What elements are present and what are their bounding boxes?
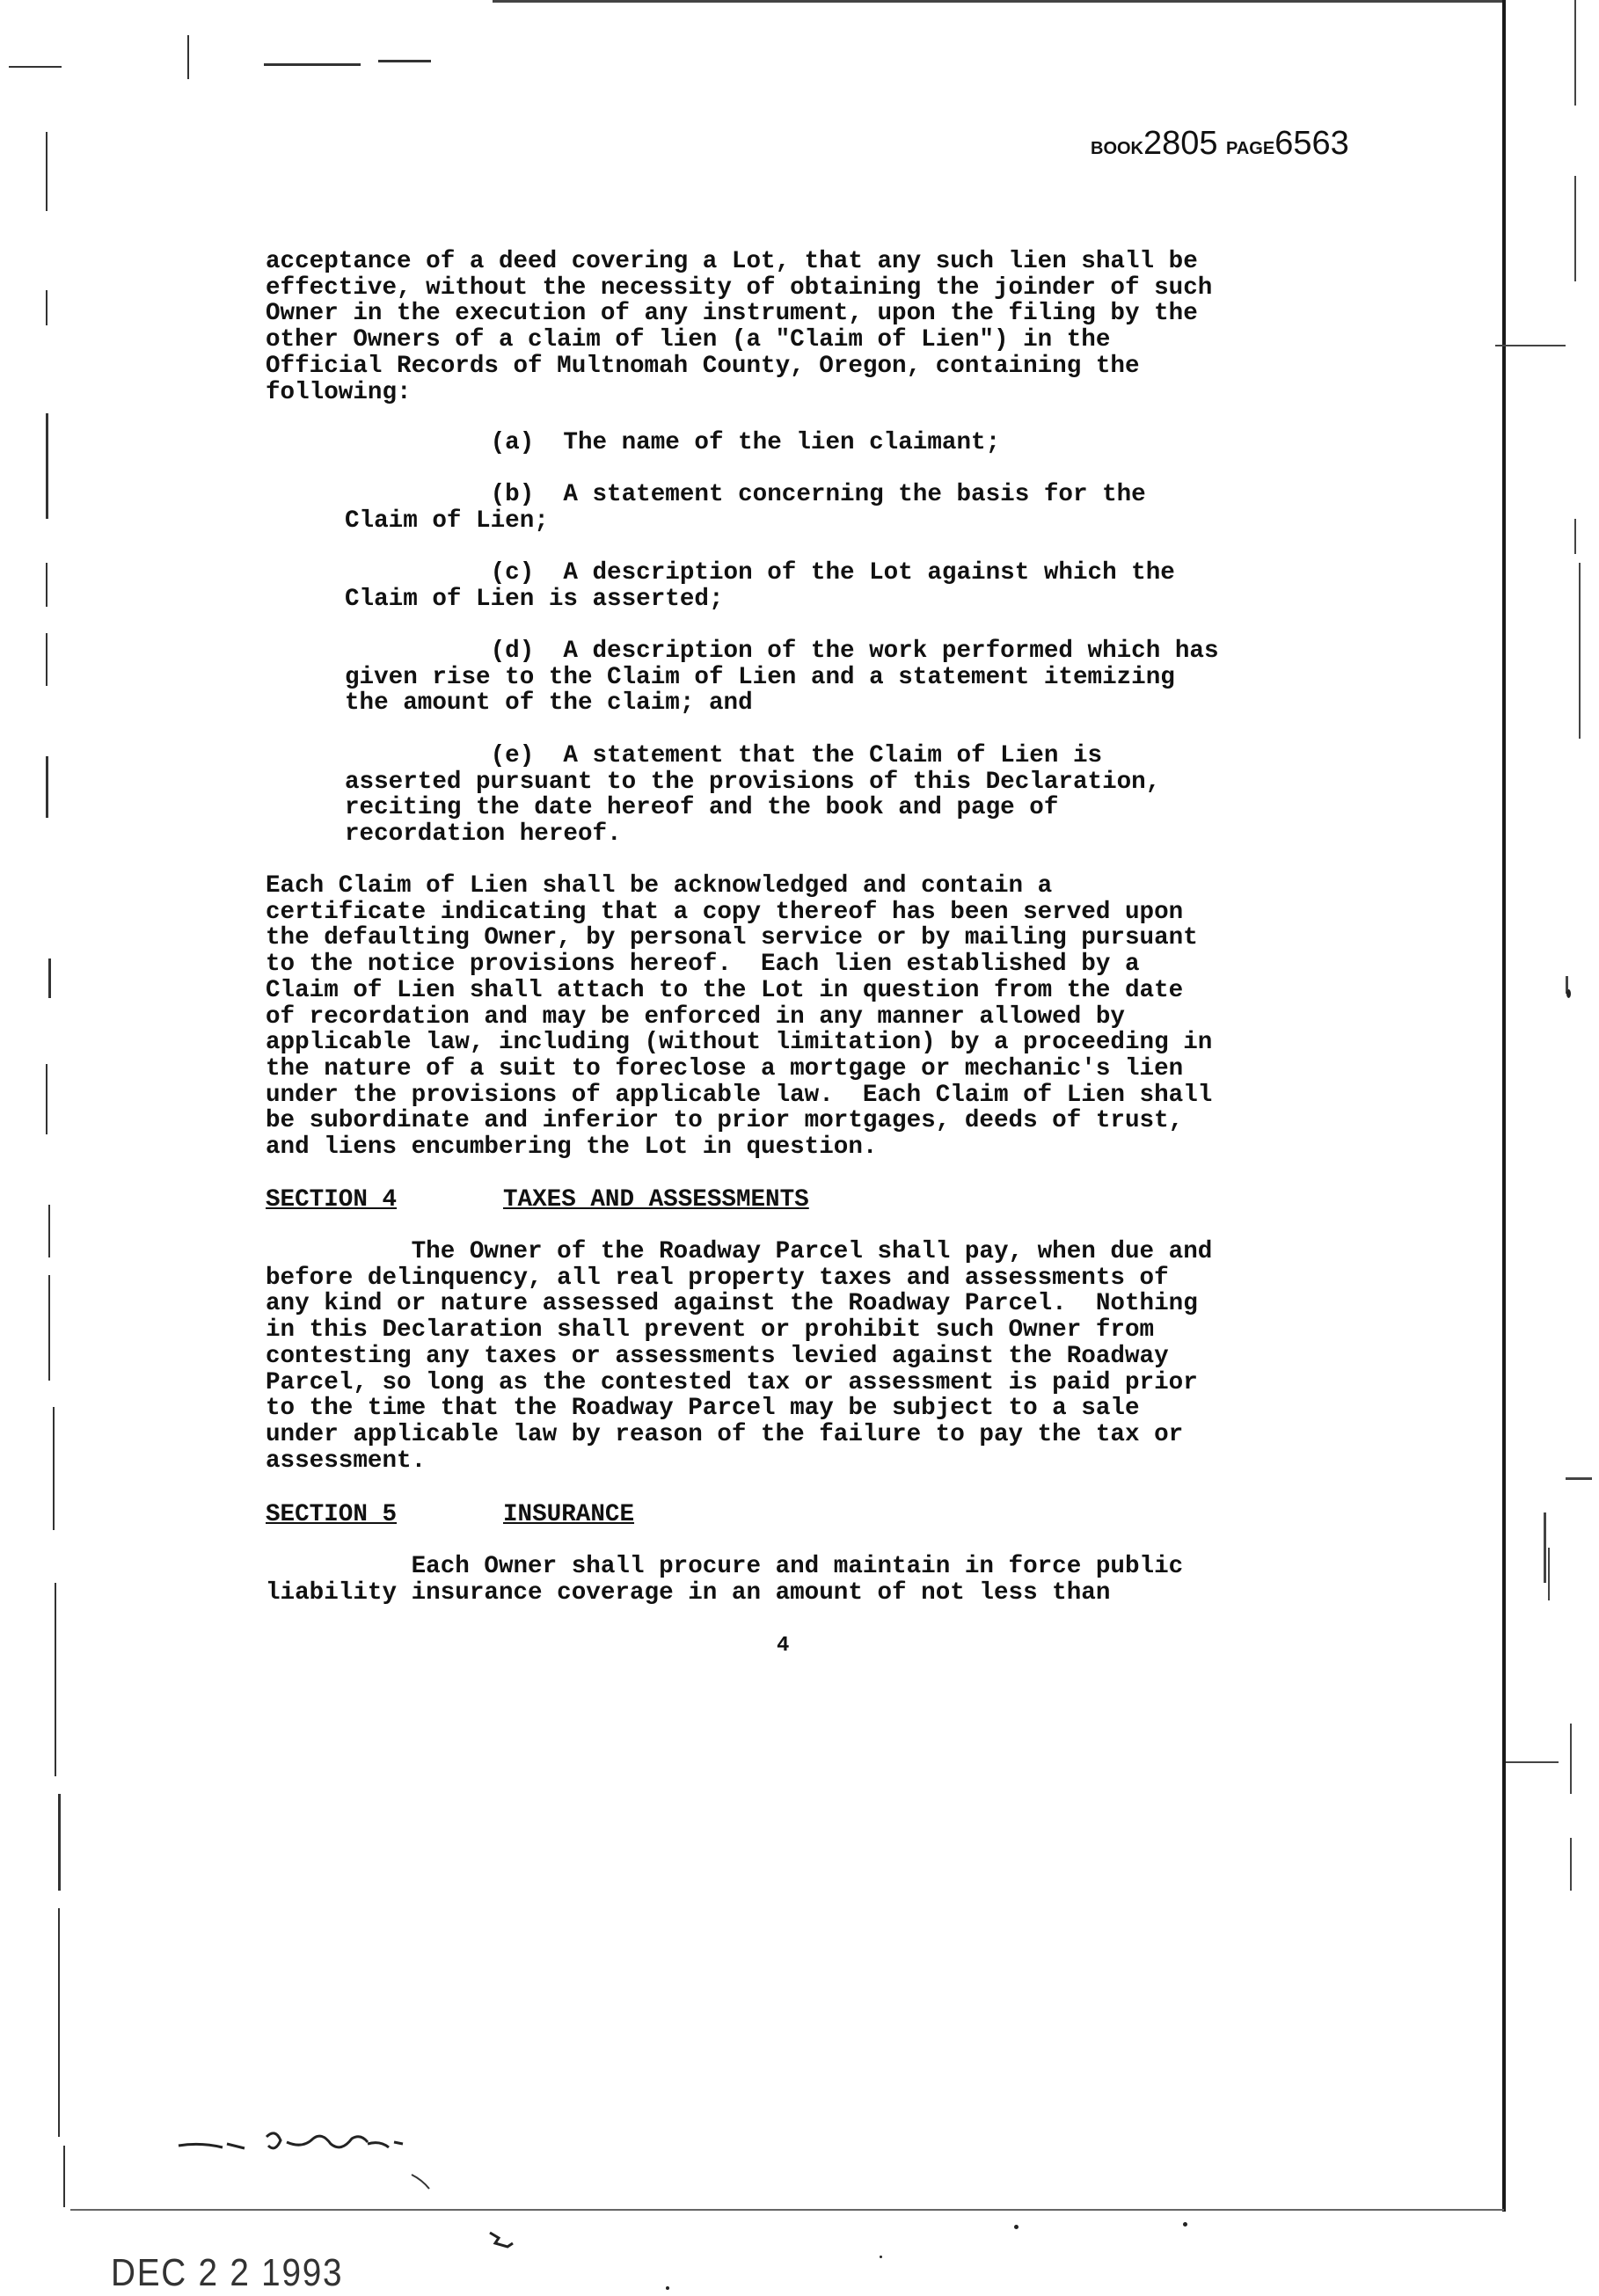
signature-scribble — [174, 2126, 526, 2223]
recording-date-stamp: DEC 2 2 1993 — [111, 2251, 344, 2294]
list-item-c: (c) A description of the Lot against which the Claim of Lien is asserted; — [345, 559, 1175, 613]
list-item-d: (d) A description of the work performed which has given rise to the Claim of Lien and a statement itemizing the amount of the claim; and — [345, 638, 1219, 718]
speck — [1566, 989, 1571, 998]
book-number: 2805 — [1143, 125, 1218, 162]
page-footer-number: 4 — [777, 1634, 790, 1658]
speck — [1014, 2225, 1019, 2229]
speck — [880, 2256, 882, 2258]
list-item-a: (a) The name of the lien claimant; — [345, 429, 1001, 456]
claim-of-lien-paragraph: Each Claim of Lien shall be acknowledged and contain a certificate indicating that a copy thereof has been served upon the defaulting Owner, by personal service or by mailing pursuant to the notice provisions hereof. Each lien established by a Claim of Lien shall attach to the Lot in question from the date of recordation and may be enforced in any manner allowed by applicable law, including (without limitation) by a proceeding in the nature of a suit to foreclose a mortgage or mechanic's lien under the provisions of applicable law. Each Claim of Lien shall be subordinate and inferior to prior mortgages, deeds of trust, and liens encumbering the Lot in question. — [266, 872, 1213, 1162]
speck — [1183, 2222, 1187, 2227]
scan-frame-top — [493, 0, 1504, 3]
scan-frame-right — [1502, 0, 1506, 2212]
section-4-heading — [266, 1186, 809, 1214]
list-item-e: (e) A statement that the Claim of Lien is asserted pursuant to the provisions of this Declaration, reciting the date hereof and the book and page of recordation hereof. — [345, 742, 1161, 849]
section-5-text: Each Owner shall procure and maintain in force public liability insurance coverage in an amount of not less than — [266, 1553, 1184, 1607]
page-number: 6563 — [1274, 125, 1349, 162]
section-5-title: INSURANCE — [503, 1501, 635, 1528]
speck — [666, 2286, 669, 2290]
section-5-heading — [266, 1501, 635, 1528]
list-item-b: (b) A statement concerning the basis for the Claim of Lien; — [345, 481, 1146, 535]
mark-scribble — [488, 2229, 523, 2256]
section-4-number: SECTION 4 — [266, 1186, 398, 1214]
section-4-title: TAXES AND ASSESSMENTS — [503, 1186, 809, 1214]
book-label: BOOK — [1091, 139, 1143, 158]
recording-reference — [1091, 125, 1349, 163]
page-label: PAGE — [1226, 139, 1275, 158]
intro-paragraph: acceptance of a deed covering a Lot, that any such lien shall be effective, without the necessity of obtaining the joinder of such Owner in the execution of any instrument, upon the filing by the other Owners of a claim of lien (a "Claim of Lien") in the Official Records of Multnomah County, Oregon, containing the following: — [266, 248, 1213, 406]
left-edge-artifacts — [0, 0, 62, 2296]
section-5-number: SECTION 5 — [266, 1501, 398, 1528]
section-4-text: The Owner of the Roadway Parcel shall pay, when due and before delinquency, all real property taxes and assessments of any kind or nature assessed against the Roadway Parcel. Nothing in this Declaration shall prevent or prohibit such Owner from contesting any taxes or assessments levied against the Roadway Parcel, so long as the contested tax or assessment is paid prior to the time that the Roadway Parcel may be subject to a sale under applicable law by reason of the failure to pay the tax or assessment. — [266, 1238, 1213, 1475]
